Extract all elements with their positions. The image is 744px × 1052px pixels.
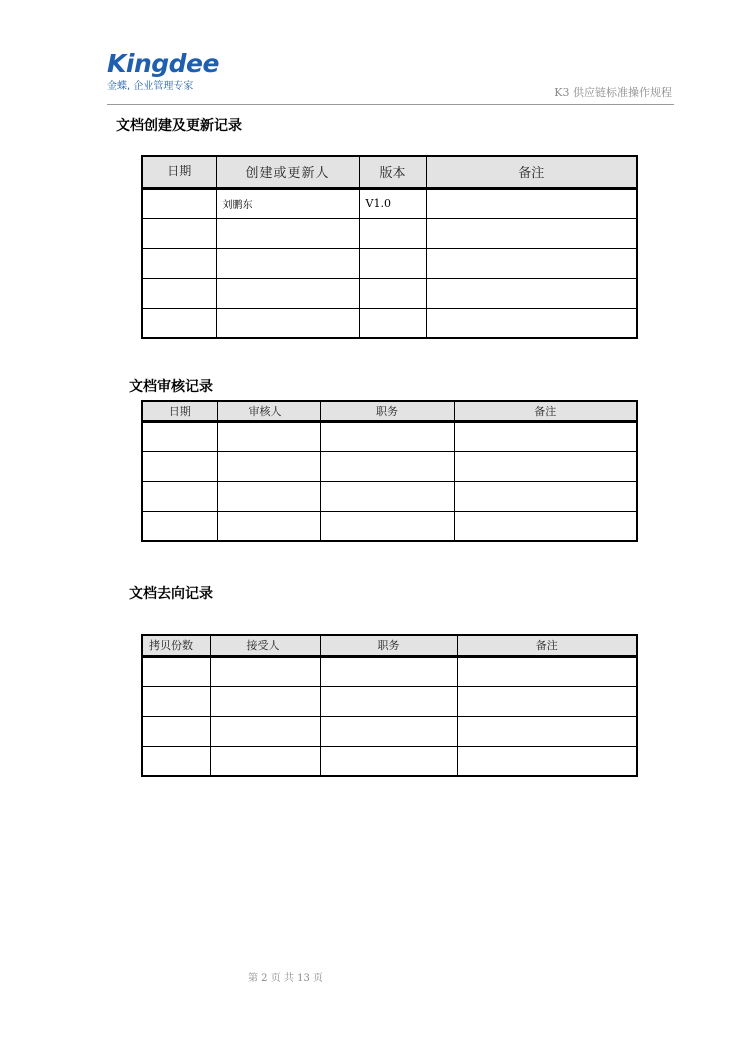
cell-position <box>320 481 454 511</box>
section-title-create: 文档创建及更新记录 <box>116 118 242 134</box>
cell-notes <box>454 511 637 541</box>
cell-recipient <box>210 746 320 776</box>
cell-position <box>320 686 457 716</box>
col-header-recipient: 接受人 <box>210 635 320 656</box>
cell-notes <box>457 686 637 716</box>
cell-recipient <box>210 686 320 716</box>
col-header-reviewer: 审核人 <box>217 401 320 421</box>
cell-notes <box>426 308 637 338</box>
cell-notes <box>454 421 637 451</box>
cell-position <box>320 746 457 776</box>
document-title: K3 供应链标准操作规程 <box>554 86 672 99</box>
col-header-author: 创建或更新人 <box>216 156 359 188</box>
cell-reviewer <box>217 421 320 451</box>
table-row <box>142 218 637 248</box>
table-row <box>142 716 637 746</box>
cell-position <box>320 716 457 746</box>
col-header-position: 职务 <box>320 635 457 656</box>
cell-version <box>359 248 426 278</box>
col-header-version: 版本 <box>359 156 426 188</box>
cell-position <box>320 451 454 481</box>
cell-copies <box>142 686 210 716</box>
table-row <box>142 278 637 308</box>
cell-version <box>359 308 426 338</box>
cell-notes <box>457 746 637 776</box>
header-divider <box>107 104 674 105</box>
table-create-records <box>141 155 638 339</box>
table-header-row <box>142 401 637 421</box>
cell-copies <box>142 656 210 686</box>
cell-version <box>359 218 426 248</box>
cell-reviewer <box>217 451 320 481</box>
cell-notes <box>454 481 637 511</box>
table-header-row <box>142 635 637 656</box>
cell-notes <box>457 716 637 746</box>
table-header-row <box>142 156 637 188</box>
cell-date <box>142 248 216 278</box>
cell-reviewer <box>217 481 320 511</box>
cell-recipient <box>210 716 320 746</box>
cell-author <box>216 308 359 338</box>
col-header-position: 职务 <box>320 401 454 421</box>
page-number: 第 2 页 共 13 页 <box>248 973 323 984</box>
cell-date <box>142 308 216 338</box>
col-header-copies: 拷贝份数 <box>142 635 210 656</box>
table-row <box>142 656 637 686</box>
cell-version <box>359 278 426 308</box>
cell-version: V1.0 <box>359 188 426 218</box>
cell-author <box>216 218 359 248</box>
col-header-date: 日期 <box>142 156 216 188</box>
cell-recipient <box>210 656 320 686</box>
cell-author <box>216 278 359 308</box>
col-header-notes: 备注 <box>454 401 637 421</box>
col-header-notes: 备注 <box>457 635 637 656</box>
cell-notes <box>454 451 637 481</box>
table-distribution-records <box>141 634 638 777</box>
cell-notes <box>457 656 637 686</box>
cell-notes <box>426 188 637 218</box>
cell-position <box>320 421 454 451</box>
cell-copies <box>142 716 210 746</box>
cell-notes <box>426 248 637 278</box>
table-row <box>142 481 637 511</box>
cell-date <box>142 218 216 248</box>
col-header-notes: 备注 <box>426 156 637 188</box>
table-row <box>142 686 637 716</box>
logo-tagline: 金蝶, 企业管理专家 <box>107 81 194 92</box>
cell-copies <box>142 746 210 776</box>
cell-date <box>142 421 217 451</box>
cell-position <box>320 656 457 686</box>
cell-position <box>320 511 454 541</box>
cell-date <box>142 511 217 541</box>
cell-reviewer <box>217 511 320 541</box>
logo-wordmark: Kingdee <box>107 49 219 78</box>
table-row <box>142 451 637 481</box>
cell-date <box>142 188 216 218</box>
table-row <box>142 248 637 278</box>
table-row <box>142 188 637 218</box>
table-row <box>142 746 637 776</box>
cell-author <box>216 248 359 278</box>
table-row <box>142 308 637 338</box>
cell-author: 刘鹏东 <box>216 188 359 218</box>
table-review-records <box>141 400 638 542</box>
cell-notes <box>426 218 637 248</box>
cell-date <box>142 451 217 481</box>
cell-date <box>142 278 216 308</box>
table-row <box>142 421 637 451</box>
col-header-date: 日期 <box>142 401 217 421</box>
cell-date <box>142 481 217 511</box>
section-title-distribution: 文档去向记录 <box>129 586 213 602</box>
table-row <box>142 511 637 541</box>
kingdee-logo <box>107 50 219 94</box>
section-title-review: 文档审核记录 <box>129 379 213 395</box>
cell-notes <box>426 278 637 308</box>
